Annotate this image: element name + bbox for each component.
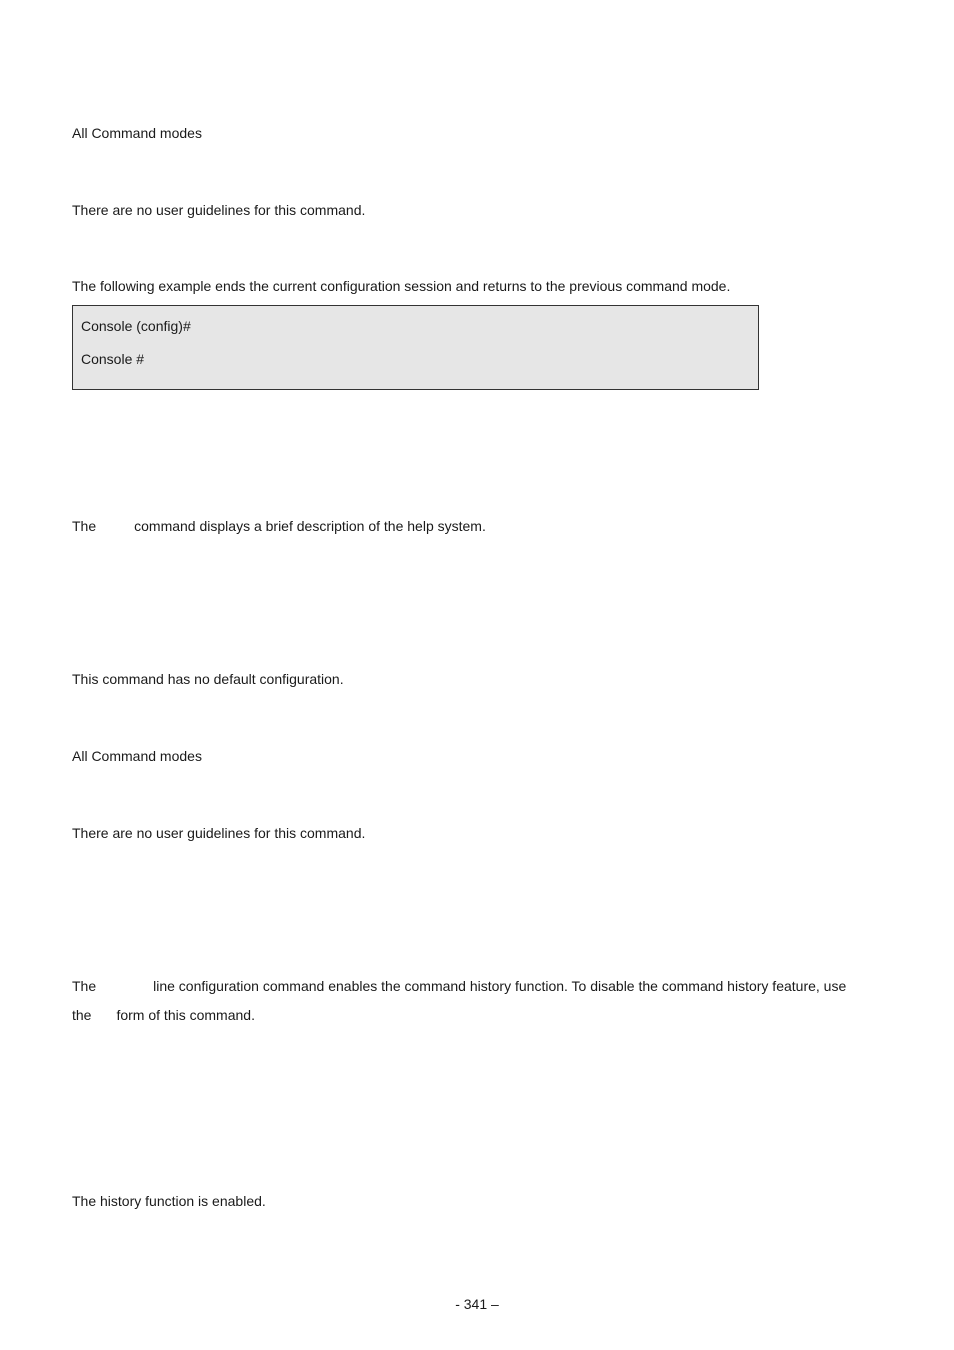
history-description-line2-before: the — [72, 1007, 92, 1023]
help-default-config: This command has no default configuration. — [72, 671, 344, 687]
history-description-before: The — [72, 978, 97, 994]
history-description-line2 — [72, 1007, 255, 1023]
history-description-after: line configuration command enables the command history function. To disable the command history feature, use — [153, 978, 847, 994]
exit-example-intro: The following example ends the current configuration session and returns to the previous command mode. — [72, 278, 731, 294]
exit-user-guidelines: There are no user guidelines for this command. — [72, 202, 366, 218]
page-number: - 341 – — [455, 1296, 499, 1312]
history-description-line2-after: form of this command. — [116, 1007, 255, 1023]
code-line-2: Console # — [81, 351, 145, 367]
history-description-line1 — [72, 978, 846, 994]
help-user-guidelines: There are no user guidelines for this command. — [72, 825, 366, 841]
code-line-1: Console (config)# — [81, 318, 191, 334]
exit-command-mode: All Command modes — [72, 125, 202, 141]
history-default-config: The history function is enabled. — [72, 1193, 266, 1209]
help-description-before: The — [72, 518, 97, 534]
help-description-after: command displays a brief description of the help system. — [134, 518, 486, 534]
help-command-mode: All Command modes — [72, 748, 202, 764]
example-code-box — [72, 305, 759, 390]
help-description — [72, 518, 486, 534]
